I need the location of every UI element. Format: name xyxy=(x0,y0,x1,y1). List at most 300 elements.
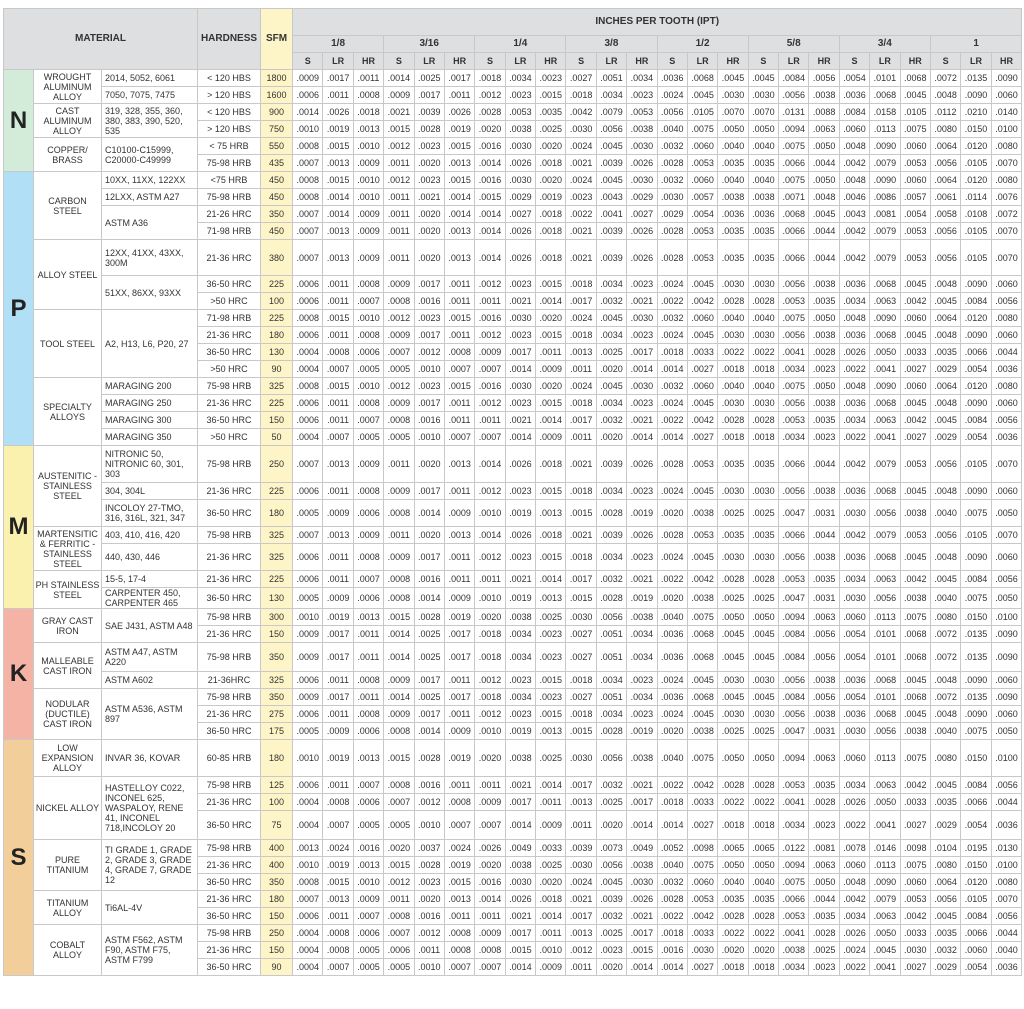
ipt-cell: .0105 xyxy=(961,446,991,483)
ipt-cell: .0014 xyxy=(475,223,505,240)
ipt-cell: .0063 xyxy=(809,121,839,138)
ipt-cell: .0011 xyxy=(384,223,414,240)
ipt-cell: .0036 xyxy=(991,361,1022,378)
ipt-cell: .0036 xyxy=(839,395,869,412)
material-grade: CARPENTER 450, CARPENTER 465 xyxy=(102,588,198,609)
ipt-cell: .0020 xyxy=(657,588,687,609)
ipt-cell: .0032 xyxy=(657,310,687,327)
ipt-cell: .0013 xyxy=(323,223,353,240)
ipt-cell: .0090 xyxy=(870,874,900,891)
ipt-cell: .0068 xyxy=(870,672,900,689)
ipt-cell: .0135 xyxy=(961,643,991,672)
ipt-cell: .0028 xyxy=(657,527,687,544)
ipt-cell: .0026 xyxy=(323,104,353,121)
ipt-cell: .0044 xyxy=(809,240,839,276)
ipt-cell: .0045 xyxy=(687,395,717,412)
material-group-letter: M xyxy=(4,446,34,609)
ipt-cell: .0042 xyxy=(839,240,869,276)
material-family: ALLOY STEEL xyxy=(34,240,102,310)
ipt-cell: .0026 xyxy=(627,223,657,240)
ipt-cell: .0056 xyxy=(596,609,626,626)
ipt-cell: .0050 xyxy=(718,121,748,138)
ipt-cell: .0050 xyxy=(809,378,839,395)
ipt-cell: .0058 xyxy=(930,206,960,223)
ipt-cell: .0064 xyxy=(930,310,960,327)
ipt-cell: .0038 xyxy=(809,672,839,689)
material-header: MATERIAL xyxy=(4,9,198,70)
table-row xyxy=(4,412,1022,429)
ipt-cell: .0048 xyxy=(930,87,960,104)
ipt-cell: .0009 xyxy=(444,588,474,609)
ipt-cell: .0045 xyxy=(718,626,748,643)
ipt-cell: .0015 xyxy=(536,327,566,344)
ipt-cell: .0004 xyxy=(293,925,323,942)
ipt-cell: .0056 xyxy=(930,240,960,276)
ipt-cell: .0028 xyxy=(475,104,505,121)
ipt-cell: .0017 xyxy=(505,344,535,361)
material-grade: MARAGING 300 xyxy=(102,412,198,429)
table-row xyxy=(4,70,1022,87)
ipt-cell: .0043 xyxy=(596,189,626,206)
ipt-cell: .0008 xyxy=(353,87,383,104)
ipt-cell: .0027 xyxy=(566,626,596,643)
ipt-cell: .0025 xyxy=(414,643,444,672)
ipt-cell: .0039 xyxy=(596,223,626,240)
ipt-cell: .0011 xyxy=(475,777,505,794)
material-grade: A2, H13, L6, P20, 27 xyxy=(102,310,198,378)
ipt-cell: .0012 xyxy=(384,172,414,189)
ipt-cell: .0021 xyxy=(505,293,535,310)
ipt-cell: .0060 xyxy=(839,121,869,138)
ipt-cell: .0017 xyxy=(414,87,444,104)
ipt-cell: .0040 xyxy=(748,138,778,155)
ipt-cell: .0011 xyxy=(323,293,353,310)
sfm-cell: 325 xyxy=(261,544,293,571)
ipt-cell: .0044 xyxy=(809,446,839,483)
ipt-cell: .0105 xyxy=(961,891,991,908)
ipt-cell: .0045 xyxy=(687,276,717,293)
ipt-cell: .0011 xyxy=(566,811,596,840)
material-grade: NITRONIC 50, NITRONIC 60, 301, 303 xyxy=(102,446,198,483)
ipt-cell: .0030 xyxy=(505,138,535,155)
ipt-cell: .0060 xyxy=(687,172,717,189)
ipt-cell: .0015 xyxy=(536,395,566,412)
ipt-cell: .0014 xyxy=(384,626,414,643)
ipt-cell: .0019 xyxy=(627,588,657,609)
ipt-cell: .0195 xyxy=(961,840,991,857)
ipt-cell: .0023 xyxy=(627,276,657,293)
sfm-cell: 275 xyxy=(261,706,293,723)
ipt-cell: .0042 xyxy=(839,223,869,240)
ipt-cell: .0005 xyxy=(384,429,414,446)
ipt-cell: .0054 xyxy=(900,206,930,223)
hardness-cell: 21-36 HRC xyxy=(198,544,261,571)
ipt-cell: .0031 xyxy=(809,500,839,527)
ipt-cell: .0030 xyxy=(627,310,657,327)
ipt-cell: .0010 xyxy=(414,429,444,446)
ipt-cell: .0060 xyxy=(839,740,869,777)
ipt-cell: .0036 xyxy=(839,327,869,344)
ipt-cell: .0079 xyxy=(596,104,626,121)
ipt-cell: .0028 xyxy=(414,121,444,138)
ipt-cell: .0004 xyxy=(293,361,323,378)
ipt-cell: .0113 xyxy=(870,740,900,777)
ipt-cell: .0010 xyxy=(293,857,323,874)
ipt-cell: .0018 xyxy=(536,155,566,172)
ipt-cell: .0006 xyxy=(293,706,323,723)
ipt-cell: .0010 xyxy=(353,310,383,327)
ipt-cell: .0034 xyxy=(627,689,657,706)
ipt-cell: .0068 xyxy=(870,327,900,344)
ipt-cell: .0034 xyxy=(839,908,869,925)
hardness-cell: < 120 HBS xyxy=(198,70,261,87)
ipt-cell: .0050 xyxy=(870,794,900,811)
ipt-cell: .0014 xyxy=(384,689,414,706)
ipt-cell: .0056 xyxy=(779,706,809,723)
ipt-cell: .0040 xyxy=(930,723,960,740)
hardness-cell: 75-98 HRB xyxy=(198,446,261,483)
ipt-cell: .0075 xyxy=(687,609,717,626)
ipt-cell: .0042 xyxy=(839,446,869,483)
ipt-cell: .0014 xyxy=(536,293,566,310)
ipt-cell: .0045 xyxy=(687,544,717,571)
ipt-cell: .0068 xyxy=(900,70,930,87)
ipt-cell: .0048 xyxy=(839,378,869,395)
ipt-cell: .0011 xyxy=(536,925,566,942)
ipt-cell: .0012 xyxy=(566,942,596,959)
ipt-cell: .0013 xyxy=(353,121,383,138)
table-row xyxy=(4,689,1022,706)
ipt-cell: .0135 xyxy=(961,70,991,87)
ipt-cell: .0025 xyxy=(536,609,566,626)
sfm-cell: 350 xyxy=(261,643,293,672)
ipt-cell: .0056 xyxy=(991,908,1022,925)
ipt-cell: .0036 xyxy=(991,811,1022,840)
ipt-cell: .0038 xyxy=(779,942,809,959)
ipt-cell: .0035 xyxy=(536,104,566,121)
ipt-cell: .0014 xyxy=(536,777,566,794)
ipt-cell: .0049 xyxy=(627,840,657,857)
ipt-cell: .0011 xyxy=(444,544,474,571)
ipt-cell: .0013 xyxy=(566,344,596,361)
ipt-cell: .0046 xyxy=(839,189,869,206)
ipt-cell: .0038 xyxy=(505,740,535,777)
ipt-cell: .0032 xyxy=(657,378,687,395)
ipt-cell: .0037 xyxy=(414,840,444,857)
ipt-cell: .0005 xyxy=(384,959,414,976)
ipt-cell: .0060 xyxy=(687,138,717,155)
ipt-cell: .0018 xyxy=(657,794,687,811)
table-row xyxy=(4,240,1022,276)
ipt-cell: .0008 xyxy=(353,706,383,723)
ipt-cell: .0011 xyxy=(384,155,414,172)
ipt-cell: .0007 xyxy=(293,155,323,172)
ipt-cell: .0031 xyxy=(809,723,839,740)
ipt-cell: .0060 xyxy=(991,276,1022,293)
ipt-cell: .0021 xyxy=(627,293,657,310)
hardness-cell: 21-36 HRC xyxy=(198,706,261,723)
ipt-cell: .0007 xyxy=(323,429,353,446)
ipt-cell: .0022 xyxy=(718,925,748,942)
ipt-cell: .0038 xyxy=(809,706,839,723)
ipt-cell: .0012 xyxy=(475,544,505,571)
ipt-cell: .0060 xyxy=(991,544,1022,571)
ipt-cell: .0076 xyxy=(991,189,1022,206)
sfm-cell: 250 xyxy=(261,446,293,483)
ipt-cell: .0014 xyxy=(475,206,505,223)
ipt-cell: .0070 xyxy=(991,155,1022,172)
ipt-cell: .0019 xyxy=(444,121,474,138)
ipt-cell: .0042 xyxy=(900,777,930,794)
ipt-cell: .0019 xyxy=(444,857,474,874)
ipt-cell: .0015 xyxy=(566,500,596,527)
ipt-cell: .0015 xyxy=(536,544,566,571)
ipt-cell: .0017 xyxy=(505,794,535,811)
ipt-cell: .0053 xyxy=(900,527,930,544)
sfm-cell: 350 xyxy=(261,206,293,223)
ipt-cell: .0023 xyxy=(809,959,839,976)
ipt-cell: .0029 xyxy=(505,189,535,206)
tool-size-header: 1/4 xyxy=(475,36,566,53)
ipt-cell: .0018 xyxy=(536,527,566,544)
ipt-cell: .0013 xyxy=(444,240,474,276)
hardness-cell: 75-98 HRB xyxy=(198,527,261,544)
ipt-cell: .0053 xyxy=(627,104,657,121)
ipt-cell: .0023 xyxy=(414,310,444,327)
ipt-cell: .0009 xyxy=(323,723,353,740)
sfm-cell: 380 xyxy=(261,240,293,276)
ipt-cell: .0090 xyxy=(991,626,1022,643)
ipt-cell: .0022 xyxy=(839,811,869,840)
sub-column-header: HR xyxy=(718,53,748,70)
ipt-cell: .0048 xyxy=(809,189,839,206)
ipt-cell: .0035 xyxy=(809,293,839,310)
ipt-cell: .0100 xyxy=(991,857,1022,874)
ipt-cell: .0045 xyxy=(900,706,930,723)
material-grade: ASTM F562, ASTM F90, ASTM F75, ASTM F799 xyxy=(102,925,198,976)
ipt-cell: .0090 xyxy=(991,643,1022,672)
ipt-cell: .0011 xyxy=(444,395,474,412)
ipt-cell: .0033 xyxy=(900,344,930,361)
ipt-cell: .0068 xyxy=(779,206,809,223)
ipt-cell: .0044 xyxy=(809,891,839,908)
ipt-cell: .0113 xyxy=(870,121,900,138)
ipt-cell: .0030 xyxy=(748,276,778,293)
ipt-cell: .0020 xyxy=(414,206,444,223)
ipt-cell: .0105 xyxy=(961,155,991,172)
ipt-cell: .0024 xyxy=(657,706,687,723)
ipt-cell: .0035 xyxy=(930,794,960,811)
ipt-cell: .0045 xyxy=(596,874,626,891)
ipt-cell: .0032 xyxy=(930,942,960,959)
table-header xyxy=(4,9,1022,70)
ipt-cell: .0080 xyxy=(991,874,1022,891)
ipt-cell: .0045 xyxy=(687,672,717,689)
ipt-cell: .0030 xyxy=(900,942,930,959)
ipt-cell: .0038 xyxy=(809,544,839,571)
ipt-cell: .0032 xyxy=(596,412,626,429)
ipt-cell: .0029 xyxy=(930,811,960,840)
ipt-cell: .0025 xyxy=(748,500,778,527)
material-family: GRAY CAST IRON xyxy=(34,609,102,643)
ipt-cell: .0023 xyxy=(566,189,596,206)
sfm-cell: 150 xyxy=(261,908,293,925)
hardness-cell: 75-98 HRB xyxy=(198,689,261,706)
ipt-cell: .0014 xyxy=(536,571,566,588)
ipt-cell: .0018 xyxy=(536,446,566,483)
ipt-cell: .0011 xyxy=(444,327,474,344)
ipt-cell: .0060 xyxy=(687,310,717,327)
material-family: PH STAINLESS STEEL xyxy=(34,571,102,609)
ipt-cell: .0079 xyxy=(870,223,900,240)
ipt-cell: .0060 xyxy=(991,706,1022,723)
ipt-cell: .0068 xyxy=(870,544,900,571)
ipt-cell: .0022 xyxy=(657,777,687,794)
ipt-cell: .0079 xyxy=(870,240,900,276)
ipt-cell: .0007 xyxy=(293,527,323,544)
ipt-cell: .0006 xyxy=(293,276,323,293)
hardness-cell: 21-36 HRC xyxy=(198,626,261,643)
ipt-cell: .0056 xyxy=(779,483,809,500)
ipt-cell: .0035 xyxy=(748,155,778,172)
ipt-cell: .0028 xyxy=(718,777,748,794)
ipt-cell: .0044 xyxy=(809,155,839,172)
hardness-cell: 75-98 HRB xyxy=(198,925,261,942)
ipt-cell: .0075 xyxy=(779,874,809,891)
ipt-cell: .0007 xyxy=(353,777,383,794)
ipt-cell: .0032 xyxy=(657,138,687,155)
ipt-cell: .0040 xyxy=(657,740,687,777)
ipt-cell: .0070 xyxy=(991,446,1022,483)
sfm-cell: 180 xyxy=(261,891,293,908)
sub-column-header: LR xyxy=(414,53,444,70)
table-body xyxy=(4,70,1022,976)
ipt-cell: .0120 xyxy=(961,172,991,189)
ipt-cell: .0040 xyxy=(657,857,687,874)
ipt-cell: .0045 xyxy=(687,483,717,500)
ipt-cell: .0011 xyxy=(353,626,383,643)
ipt-cell: .0051 xyxy=(596,689,626,706)
ipt-cell: .0009 xyxy=(293,689,323,706)
ipt-cell: .0007 xyxy=(384,794,414,811)
ipt-cell: .0034 xyxy=(627,70,657,87)
ipt-cell: .0008 xyxy=(353,672,383,689)
sfm-cell: 225 xyxy=(261,276,293,293)
ipt-cell: .0135 xyxy=(961,626,991,643)
ipt-cell: .0023 xyxy=(536,643,566,672)
sfm-cell: 450 xyxy=(261,172,293,189)
ipt-cell: .0017 xyxy=(627,344,657,361)
ipt-cell: .0011 xyxy=(475,571,505,588)
ipt-cell: .0035 xyxy=(748,527,778,544)
table-row xyxy=(4,544,1022,571)
ipt-cell: .0066 xyxy=(779,240,809,276)
sfm-cell: 130 xyxy=(261,344,293,361)
ipt-cell: .0054 xyxy=(961,361,991,378)
ipt-cell: .0113 xyxy=(870,857,900,874)
ipt-cell: .0038 xyxy=(627,740,657,777)
ipt-cell: .0025 xyxy=(718,588,748,609)
ipt-cell: .0027 xyxy=(566,643,596,672)
ipt-cell: .0120 xyxy=(961,378,991,395)
ipt-cell: .0015 xyxy=(384,121,414,138)
material-family: NICKEL ALLOY xyxy=(34,777,102,840)
ipt-cell: .0004 xyxy=(293,942,323,959)
ipt-cell: .0040 xyxy=(930,500,960,527)
ipt-cell: .0050 xyxy=(748,609,778,626)
ipt-cell: .0034 xyxy=(596,276,626,293)
ipt-cell: .0024 xyxy=(657,483,687,500)
ipt-cell: .0015 xyxy=(444,172,474,189)
sub-column-header: LR xyxy=(505,53,535,70)
ipt-cell: .0041 xyxy=(779,925,809,942)
ipt-cell: .0023 xyxy=(414,172,444,189)
ipt-cell: .0056 xyxy=(596,740,626,777)
ipt-cell: .0015 xyxy=(384,609,414,626)
sfm-cell: 225 xyxy=(261,571,293,588)
ipt-cell: .0054 xyxy=(839,643,869,672)
ipt-cell: .0105 xyxy=(961,240,991,276)
ipt-cell: .0030 xyxy=(718,483,748,500)
ipt-cell: .0022 xyxy=(748,344,778,361)
ipt-cell: .0030 xyxy=(627,138,657,155)
material-family: CAST ALUMINUM ALLOY xyxy=(34,104,102,138)
ipt-cell: .0010 xyxy=(353,189,383,206)
material-grade: ASTM A536, ASTM 897 xyxy=(102,689,198,740)
ipt-cell: .0045 xyxy=(748,70,778,87)
ipt-cell: .0050 xyxy=(809,310,839,327)
ipt-cell: .0035 xyxy=(748,446,778,483)
ipt-cell: .0016 xyxy=(414,908,444,925)
ipt-cell: .0034 xyxy=(505,70,535,87)
ipt-cell: .0131 xyxy=(779,104,809,121)
ipt-cell: .0045 xyxy=(596,310,626,327)
ipt-cell: .0090 xyxy=(870,138,900,155)
ipt-cell: .0040 xyxy=(748,310,778,327)
ipt-cell: .0022 xyxy=(657,412,687,429)
sfm-cell: 130 xyxy=(261,588,293,609)
ipt-cell: .0028 xyxy=(414,609,444,626)
table-row xyxy=(4,740,1022,777)
ipt-cell: .0027 xyxy=(566,70,596,87)
ipt-cell: .0068 xyxy=(870,276,900,293)
ipt-cell: .0019 xyxy=(627,723,657,740)
ipt-cell: .0024 xyxy=(657,672,687,689)
ipt-cell: .0060 xyxy=(839,857,869,874)
table-row xyxy=(4,446,1022,483)
ipt-cell: .0027 xyxy=(900,429,930,446)
ipt-cell: .0010 xyxy=(475,500,505,527)
hardness-cell: 75-98 HRB xyxy=(198,189,261,206)
ipt-cell: .0017 xyxy=(414,276,444,293)
ipt-cell: .0006 xyxy=(293,87,323,104)
ipt-cell: .0005 xyxy=(293,588,323,609)
ipt-cell: .0007 xyxy=(444,429,474,446)
sfm-cell: 550 xyxy=(261,138,293,155)
ipt-cell: .0013 xyxy=(536,500,566,527)
ipt-cell: .0020 xyxy=(475,857,505,874)
ipt-cell: .0036 xyxy=(991,959,1022,976)
ipt-cell: .0105 xyxy=(961,527,991,544)
ipt-cell: .0030 xyxy=(718,87,748,104)
ipt-cell: .0018 xyxy=(748,361,778,378)
ipt-cell: .0038 xyxy=(900,723,930,740)
ipt-cell: .0039 xyxy=(566,840,596,857)
ipt-cell: .0066 xyxy=(961,344,991,361)
ipt-cell: .0060 xyxy=(991,87,1022,104)
ipt-cell: .0011 xyxy=(444,777,474,794)
sfm-cell: 180 xyxy=(261,327,293,344)
